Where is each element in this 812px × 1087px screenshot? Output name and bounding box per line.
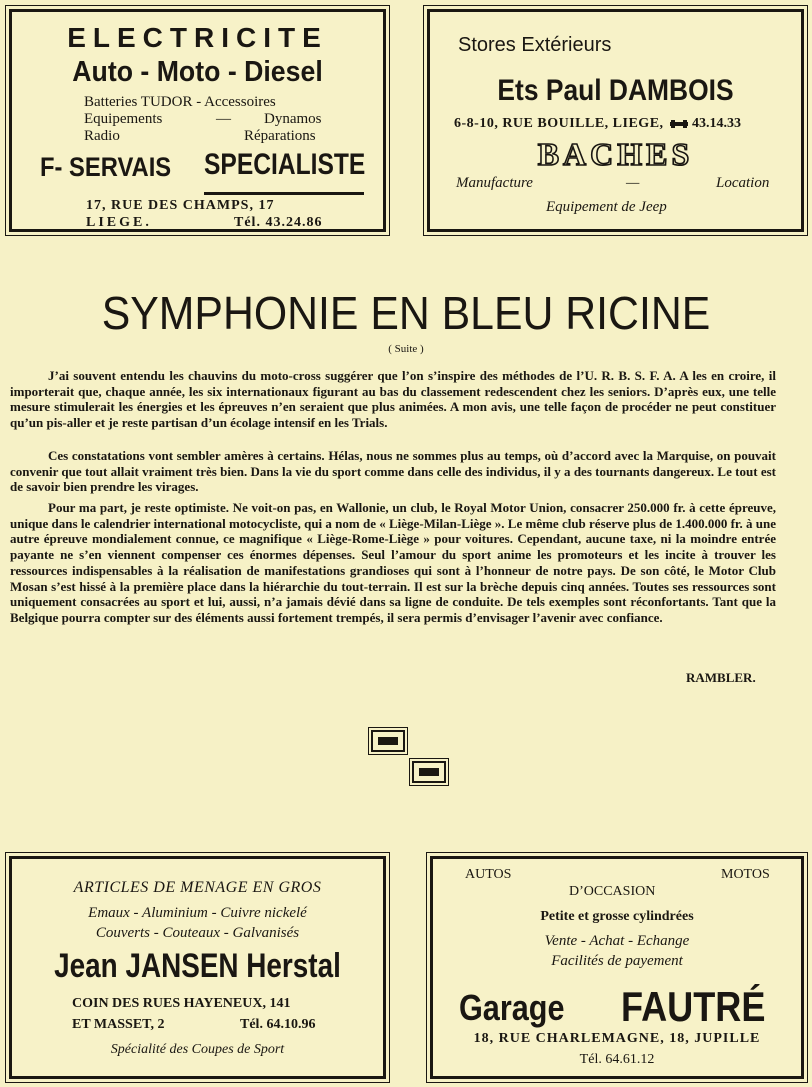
article-paragraph: Ces constatations vont sembler amères à certains. Hélas, nous ne sommes plus au temps, où d’accord avec la Marquise, on pouvait convenir que tout allait vraiment très bien. Dans la vie du sport comme dans celle des individus, il y a des tournants dangereux. Le tout est de savoir bien prendre les virages.	[10, 448, 776, 495]
ad-line-equipements: Equipements	[84, 111, 163, 127]
ad-jeep: Equipement de Jeep	[546, 199, 667, 215]
ad-title: ELECTRICITE	[67, 22, 328, 53]
ad-cylinders: Petite et grosse cylindrées	[540, 909, 694, 924]
ad-location: Location	[716, 175, 770, 191]
ad-dambois	[427, 9, 804, 232]
ad-address: 6-8-10, RUE BOUILLE, LIEGE,	[454, 116, 664, 131]
ad-garage: Garage	[459, 987, 565, 1028]
ad-dash: —	[626, 175, 640, 191]
ad-electricite	[9, 9, 386, 232]
ad-line-batteries: Batteries TUDOR - Accessoires	[84, 94, 276, 110]
ad-merchant-name: FAUTRÉ	[621, 983, 766, 1030]
ad-line-dash: —	[216, 111, 231, 127]
ad-autos: AUTOS	[465, 867, 512, 882]
ad-motos: MOTOS	[721, 867, 770, 882]
ad-merchant-name: F- SERVAIS	[40, 152, 172, 182]
ad-tel: Tél. 64.10.96	[240, 1017, 316, 1032]
ad-specialty: SPECIALISTE	[204, 148, 366, 181]
article-title: SYMPHONIE EN BLEU RICINE	[101, 287, 711, 339]
ornament-icon	[371, 730, 405, 752]
ad-address-line2: ET MASSET, 2	[72, 1017, 165, 1032]
ad-occasion: D’OCCASION	[569, 884, 656, 899]
ad-product: BACHES	[537, 136, 694, 172]
ad-tel: Tél. 64.61.12	[579, 1052, 655, 1067]
ornament-icon	[412, 761, 446, 783]
article-suite: ( Suite )	[388, 343, 424, 355]
ad-payment: Facilités de payement	[551, 953, 683, 969]
ad-merchant-name: Jean JANSEN Herstal	[54, 947, 341, 985]
ad-tel: Tél. 43.24.86	[234, 215, 323, 230]
ad-line-dynamos: Dynamos	[264, 111, 322, 127]
ad-products: Couverts - Couteaux - Galvanisés	[95, 925, 300, 941]
ad-address: 18, RUE CHARLEMAGNE, 18, JUPILLE	[473, 1031, 761, 1046]
ad-tel: 43.14.33	[692, 116, 741, 131]
ad-address-line1: COIN DES RUES HAYENEUX, 141	[72, 996, 291, 1011]
ad-specialty: Spécialité des Coupes de Sport	[110, 1042, 285, 1057]
ad-line-radio: Radio	[84, 128, 120, 144]
ad-city: LIEGE.	[86, 215, 152, 230]
ad-jansen	[9, 856, 386, 1079]
ad-address: 17, RUE DES CHAMPS, 17	[86, 198, 275, 213]
ad-trade: Vente - Achat - Echange	[544, 933, 690, 949]
ad-manufacture: Manufacture	[456, 175, 533, 191]
ad-line-reparations: Réparations	[244, 128, 316, 144]
ad-tagline: Stores Extérieurs	[458, 34, 612, 56]
article-signature: RAMBLER.	[686, 670, 756, 685]
specialty-underline	[204, 192, 364, 195]
article-paragraph: J’ai souvent entendu les chauvins du moto-cross suggérer que l’on s’inspire des méthodes de l’U. R. B. S. F. A. A les en croire, il importerait que, chaque année, les six internationaux figurant au bas du classement redescendent chez les seniors. D’après eux, une telle mesure stimulerait les énergies et les épreuves n’en seraient que plus animées. A mon avis, une telle façon de procéder ne peut constituer qu’un pis-aller et je reste partisan d’un écolage intensif en les Trials.	[10, 368, 776, 431]
ad-fautre	[430, 856, 804, 1079]
ad-headline: ARTICLES DE MENAGE EN GROS	[73, 879, 322, 896]
ad-company-name: Ets Paul DAMBOIS	[497, 74, 734, 107]
ad-materials: Emaux - Aluminium - Cuivre nickelé	[88, 905, 307, 921]
article-paragraph: Pour ma part, je reste optimiste. Ne voit-on pas, en Wallonie, un club, le Royal Motor Union, consacrer 250.000 fr. à cette épreuve, unique dans le calendrier international motocycliste, qui a nom de « Liège-Milan-Liège ». Le même club réserve plus de 1.400.000 fr. à une autre épreuve mondialement connue, ce magnifique « Liège-Rome-Liège » pour voitures. Cependant, aucune taxe, ni la moindre entrée payante ne s’en viennent compenser ces énormes dépenses. Seul l’amour du sport anime les promoteurs et les incite à trouver les ressources indispensables à la réalisation de manifestations grandioses qui sont à l’honneur de notre pays. De son côté, le Motor Club Mosan s’est hissé à la première place dans la hiérarchie du tout-terrain. Il est sur la brèche depuis cinq années. Toutes ses ressources sont uniquement consacrées au sport et lui, aussi, n’a jamais dévié dans sa ligne de conduite. De tels exemples sont réconfortants. Tant que la Belgique pourra compter sur des éléments aussi fortement trempés, il sera permis d’envisager l’avenir avec confiance.	[10, 500, 776, 625]
telephone-icon	[670, 120, 688, 128]
ad-subtitle: Auto - Moto - Diesel	[72, 56, 323, 88]
